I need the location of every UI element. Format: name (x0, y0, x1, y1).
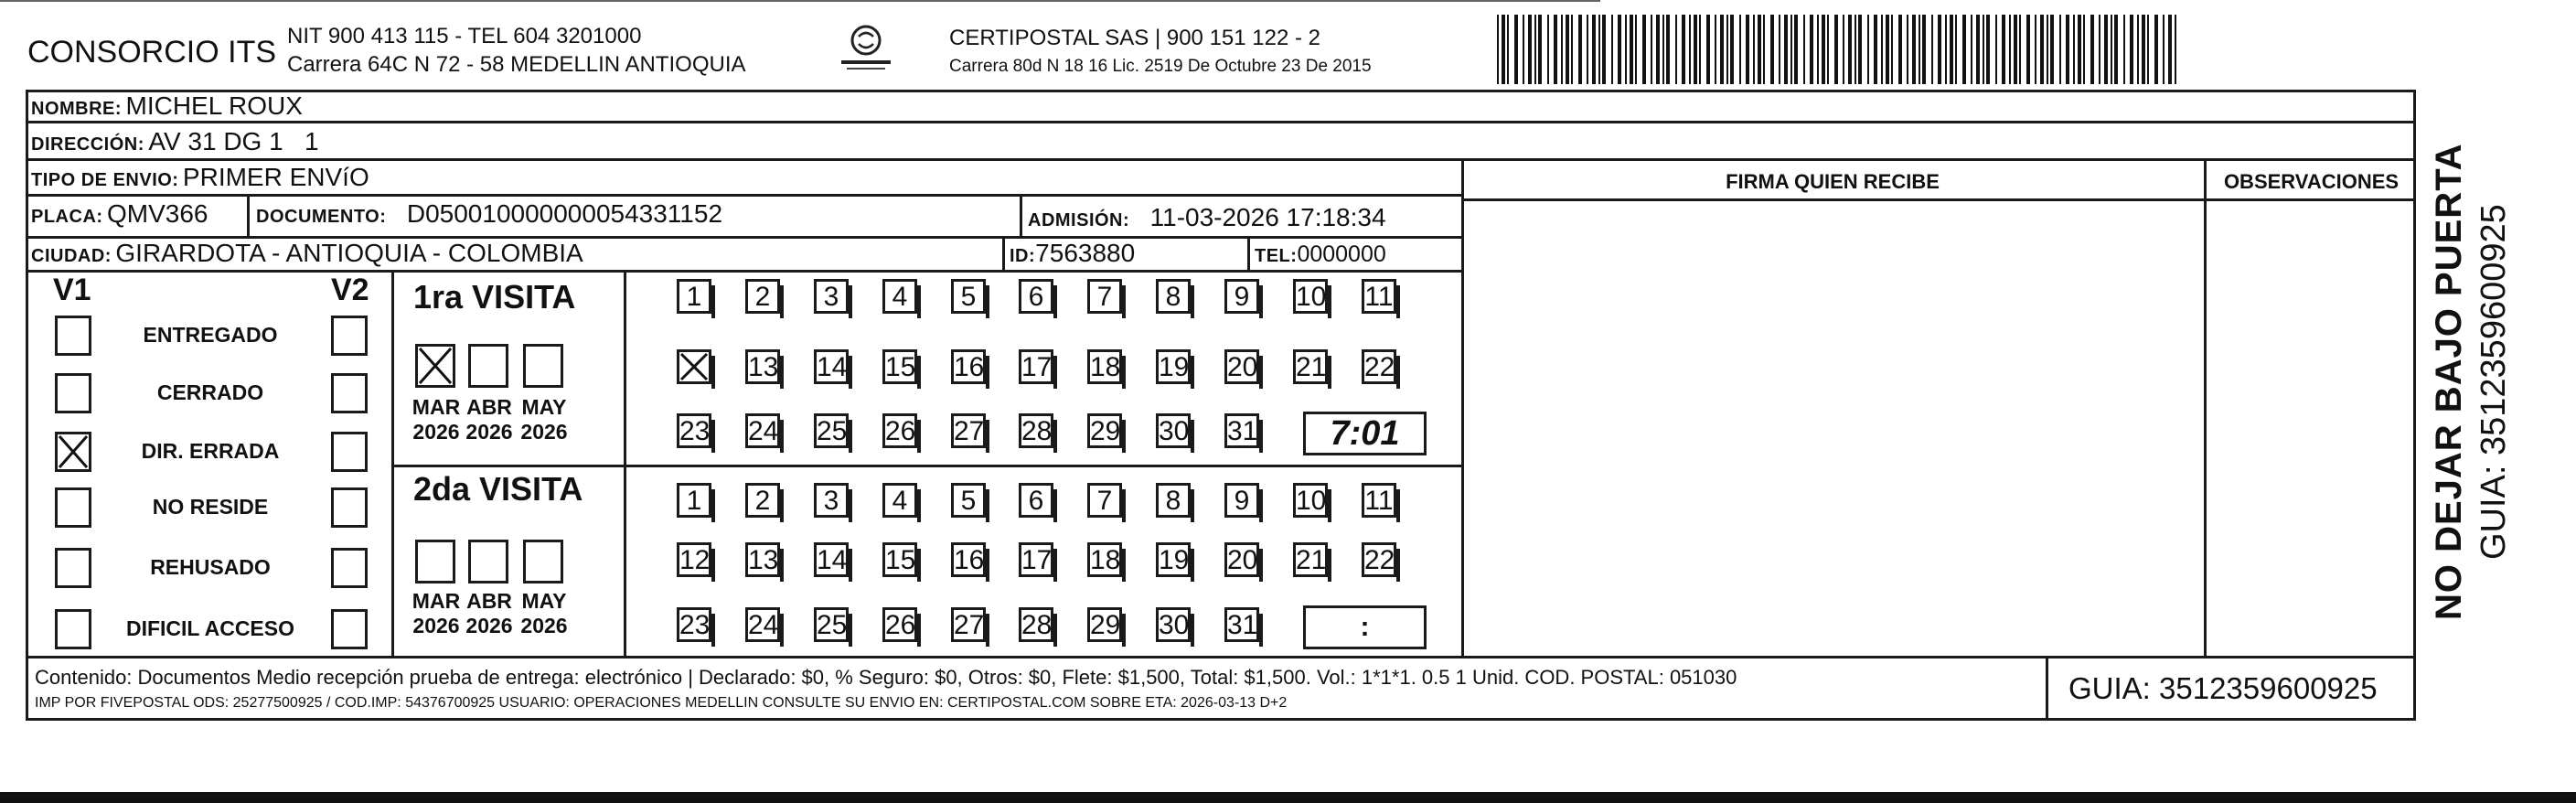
visit-title: 2da VISITA (413, 470, 583, 508)
barcode-bar (1995, 15, 1997, 84)
barcode-bar (2168, 15, 2172, 84)
time-box[interactable]: : (1303, 605, 1427, 649)
barcode-bar (1618, 15, 1621, 84)
row-line (26, 270, 1461, 273)
day-box[interactable]: 7 (1087, 279, 1122, 314)
admision-cell (1028, 203, 1386, 232)
day-box[interactable]: 1 (677, 279, 711, 314)
v1-checkbox[interactable] (55, 373, 91, 413)
company-nit: NIT 900 413 115 - TEL 604 3201000 (287, 24, 642, 48)
tipo-label: TIPO DE ENVIO: (31, 170, 179, 190)
day-box[interactable]: 26 (882, 413, 917, 448)
id-label: ID: (1010, 246, 1036, 266)
day-box[interactable]: 28 (1019, 607, 1053, 642)
col-line (2204, 158, 2207, 656)
day-box[interactable]: 12 (677, 542, 711, 577)
day-box[interactable]: 6 (1019, 483, 1053, 518)
barcode-bar (1834, 15, 1838, 84)
barcode-bar (1699, 15, 1701, 84)
barcode-bar (1907, 15, 1908, 84)
barcode-bar (1720, 15, 1724, 84)
day-box[interactable]: 19 (1156, 349, 1191, 384)
barcode-bar (1598, 15, 1600, 84)
status-label: NO RESIDE (152, 495, 269, 519)
barcode-bar (1523, 15, 1524, 84)
nombre-row (31, 91, 303, 121)
barcode-bar (1642, 15, 1646, 84)
day-box[interactable]: 20 (1224, 349, 1259, 384)
day-box[interactable]: 11 (1362, 483, 1396, 518)
day-box[interactable]: 15 (882, 349, 917, 384)
day-box[interactable]: 17 (1019, 542, 1053, 577)
barcode-bar (1858, 15, 1862, 84)
barcode-bar (2078, 15, 2081, 84)
day-box[interactable]: 30 (1156, 413, 1191, 448)
barcode-bar (1822, 15, 1825, 84)
barcode-bar (1919, 15, 1920, 84)
v2-checkbox[interactable] (331, 432, 368, 472)
day-box[interactable]: 19 (1156, 542, 1191, 577)
v1-checkbox[interactable] (55, 316, 91, 356)
day-box[interactable]: 20 (1224, 542, 1259, 577)
day-box[interactable]: 29 (1087, 413, 1122, 448)
barcode-bar (1706, 15, 1710, 84)
barcode-bar (1810, 15, 1813, 84)
barcode-bar (2035, 15, 2036, 84)
barcode-bar (1898, 15, 1902, 84)
certipostal-logo-icon (834, 22, 898, 77)
barcode-bar (1758, 15, 1761, 84)
v2-checkbox[interactable] (331, 609, 368, 649)
barcode-bar (1962, 15, 1966, 84)
month-label: MAR (412, 589, 461, 613)
barcode-bar (1971, 15, 1972, 84)
row-line (26, 121, 2416, 123)
v1-checkbox[interactable] (55, 487, 91, 528)
day-box[interactable]: 21 (1293, 349, 1328, 384)
tel-label: TEL: (1255, 246, 1298, 266)
year-label: 2026 (520, 614, 568, 637)
barcode-bar (1571, 15, 1573, 84)
side-guia: GUIA: 3512359600925 (2474, 204, 2513, 560)
v1-checkbox[interactable] (55, 548, 91, 588)
barcode-bar (1739, 15, 1741, 84)
v2-checkbox[interactable] (331, 548, 368, 588)
barcode-bar (1611, 15, 1613, 84)
barcode-image (1497, 15, 2183, 84)
day-box[interactable]: 23 (677, 607, 711, 642)
year-label: 2026 (412, 420, 460, 444)
barcode-bar (1602, 15, 1606, 84)
barcode-bar (1625, 15, 1627, 84)
day-box[interactable]: 29 (1087, 607, 1122, 642)
barcode-bar (1855, 15, 1856, 84)
day-box[interactable]: 6 (1019, 279, 1053, 314)
tel-value: 0000000 (1297, 241, 1386, 267)
barcode-bar (1689, 15, 1691, 84)
month-checkbox[interactable] (523, 344, 563, 388)
barcode-bar (1662, 15, 1664, 84)
barcode-bar (2066, 15, 2069, 84)
year-label: 2026 (412, 614, 460, 637)
barcode-bar (1675, 15, 1677, 84)
day-box[interactable]: 30 (1156, 607, 1191, 642)
documento-label: DOCUMENTO: (256, 207, 387, 227)
barcode-bar (1803, 15, 1805, 84)
day-box[interactable]: 31 (1224, 413, 1259, 448)
day-box[interactable]: 3 (814, 279, 849, 314)
row-line (26, 194, 1461, 197)
courier-name: CERTIPOSTAL SAS | 900 151 122 - 2 (949, 26, 1320, 50)
status-label: REHUSADO (150, 555, 271, 579)
day-box[interactable]: 25 (814, 413, 849, 448)
status-label: CERRADO (156, 380, 264, 404)
barcode-bar (1566, 15, 1569, 84)
day-box[interactable]: 28 (1019, 413, 1053, 448)
barcode-bar (2111, 15, 2112, 84)
month-checkbox[interactable] (415, 344, 455, 388)
nombre-value: MICHEL ROUX (125, 91, 303, 120)
day-box[interactable]: 21 (1293, 542, 1328, 577)
day-box[interactable]: 4 (882, 483, 917, 518)
barcode-bar (1726, 15, 1728, 84)
barcode-bar (1561, 15, 1563, 84)
row-line (26, 656, 2416, 658)
col-line (391, 270, 394, 656)
top-edge-line (0, 0, 1600, 2)
barcode-bar (1950, 15, 1953, 84)
barcode-bar (2040, 15, 2044, 84)
documento-value: D050010000000054331152 (406, 199, 723, 228)
status-label: ENTREGADO (143, 323, 278, 347)
barcode-bar (2123, 15, 2125, 84)
day-box[interactable]: 3 (814, 483, 849, 518)
month-label: ABR (466, 589, 512, 613)
day-box[interactable]: 9 (1224, 279, 1259, 314)
observaciones-header: OBSERVACIONES (2223, 170, 2400, 193)
day-box[interactable]: 14 (814, 349, 849, 384)
day-box[interactable]: 13 (745, 542, 780, 577)
status-label: DIR. ERRADA (141, 439, 280, 463)
day-box[interactable]: 2 (745, 279, 780, 314)
month-checkbox[interactable] (468, 540, 508, 584)
row-line (1461, 198, 2416, 201)
day-box[interactable]: 16 (951, 542, 986, 577)
barcode-bar (2073, 15, 2075, 84)
barcode-bar (2114, 15, 2118, 84)
col-line (1020, 194, 1022, 236)
barcode-bar (1827, 15, 1829, 84)
barcode-bar (2050, 15, 2054, 84)
barcode-bar (1922, 15, 1926, 84)
barcode-bar (1955, 15, 1957, 84)
barcode-bar (1746, 15, 1749, 84)
barcode-bar (1502, 15, 1505, 84)
day-box[interactable] (677, 349, 711, 384)
day-box[interactable]: 5 (951, 483, 986, 518)
company-name: CONSORCIO ITS (27, 35, 277, 70)
observaciones-area[interactable] (2207, 203, 2414, 653)
barcode-bar (2104, 15, 2108, 84)
barcode-bar (1635, 15, 1637, 84)
barcode-bar (2142, 15, 2145, 84)
v1-checkbox[interactable] (55, 609, 91, 649)
direccion-label: DIRECCIÓN: (31, 134, 144, 155)
barcode-bar (1881, 15, 1883, 84)
barcode-bar (1682, 15, 1685, 84)
barcode-bar (2019, 15, 2021, 84)
firma-area[interactable] (1465, 203, 2202, 653)
tipo-row (31, 163, 369, 192)
barcode-bar (1651, 15, 1652, 84)
month-label: ABR (466, 395, 512, 419)
ciudad-value: GIRARDOTA - ANTIOQUIA - COLOMBIA (115, 239, 583, 267)
day-box[interactable]: 14 (814, 542, 849, 577)
day-box[interactable]: 27 (951, 413, 986, 448)
day-box[interactable]: 7 (1087, 483, 1122, 518)
day-box[interactable]: 27 (951, 607, 986, 642)
side-warning: NO DEJAR BAJO PUERTA (2429, 143, 2469, 620)
barcode-bar (1534, 15, 1536, 84)
barcode-bar (1912, 15, 1916, 84)
barcode-bar (1497, 15, 1499, 84)
barcode-bar (1554, 15, 1557, 84)
year-label: 2026 (520, 420, 568, 444)
barcode-bar (1790, 15, 1792, 84)
day-box[interactable]: 9 (1224, 483, 1259, 518)
day-box[interactable]: 18 (1087, 542, 1122, 577)
day-box[interactable]: 4 (882, 279, 917, 314)
row-line (26, 158, 2416, 161)
tel-cell (1255, 241, 1386, 268)
barcode-bar (2047, 15, 2048, 84)
barcode-bar (1763, 15, 1765, 84)
barcode-bar (2014, 15, 2017, 84)
month-label: MAR (412, 395, 461, 419)
status-label: DIFICIL ACCESO (125, 616, 294, 640)
barcode-bar (1779, 15, 1780, 84)
day-box[interactable]: 24 (745, 607, 780, 642)
day-box[interactable]: 17 (1019, 349, 1053, 384)
day-box[interactable]: 13 (745, 349, 780, 384)
nombre-label: NOMBRE: (31, 99, 123, 119)
documento-cell (256, 199, 722, 229)
direccion-row (31, 127, 319, 156)
barcode-bar (1630, 15, 1633, 84)
barcode-bar (1874, 15, 1877, 84)
barcode-bar (2083, 15, 2085, 84)
barcode-bar (2026, 15, 2030, 84)
barcode-bar (2147, 15, 2149, 84)
barcode-bar (1867, 15, 1869, 84)
barcode-bar (1694, 15, 1697, 84)
v2-checkbox[interactable] (331, 373, 368, 413)
barcode-bar (2130, 15, 2133, 84)
day-box[interactable]: 25 (814, 607, 849, 642)
admision-value: 11-03-2026 17:18:34 (1149, 203, 1386, 231)
barcode-bar (1843, 15, 1844, 84)
day-box[interactable]: 2 (745, 483, 780, 518)
tipo-value: PRIMER ENVíO (182, 163, 369, 191)
company-address: Carrera 64C N 72 - 58 MEDELLIN ANTIOQUIA (287, 52, 746, 77)
year-label: 2026 (465, 614, 513, 637)
courier-address: Carrera 80d N 18 16 Lic. 2519 De Octubre 23 De 2015 (949, 57, 1372, 76)
placa-cell (31, 199, 208, 229)
v2-checkbox[interactable] (331, 487, 368, 528)
barcode-bar (1784, 15, 1788, 84)
barcode-bar (1730, 15, 1734, 84)
barcode-bar (2090, 15, 2094, 84)
day-box[interactable]: 1 (677, 483, 711, 518)
placa-value: QMV366 (107, 199, 208, 228)
direccion-value: AV 31 DG 1 1 (148, 127, 319, 155)
v2-header: V2 (331, 273, 369, 307)
v1-header: V1 (53, 273, 91, 307)
id-value: 7563880 (1035, 239, 1136, 267)
barcode-bar (2154, 15, 2158, 84)
day-box[interactable]: 8 (1156, 279, 1191, 314)
col-line (1002, 236, 1005, 270)
month-checkbox[interactable] (468, 344, 508, 388)
barcode-bar (1986, 15, 1990, 84)
barcode-bar (2137, 15, 2139, 84)
barcode-bar (1715, 15, 1716, 84)
day-box[interactable]: 10 (1293, 483, 1328, 518)
barcode-bar (1587, 15, 1588, 84)
id-cell (1010, 239, 1135, 268)
barcode-bar (2002, 15, 2005, 84)
barcode-bar (1794, 15, 1798, 84)
barcode-bar (1592, 15, 1596, 84)
barcode-bar (1538, 15, 1542, 84)
year-label: 2026 (465, 420, 513, 444)
barcode-bar (1528, 15, 1532, 84)
barcode-bar (1938, 15, 1941, 84)
barcode-bar (2099, 15, 2100, 84)
time-box[interactable]: 7:01 (1303, 412, 1427, 455)
v2-checkbox[interactable] (331, 316, 368, 356)
day-box[interactable]: 8 (1156, 483, 1191, 518)
barcode-bar (1891, 15, 1893, 84)
day-box[interactable]: 22 (1362, 542, 1396, 577)
barcode-bar (1983, 15, 1984, 84)
day-box[interactable]: 24 (745, 413, 780, 448)
barcode-bar (1753, 15, 1755, 84)
barcode-bar (1656, 15, 1660, 84)
bottom-edge (0, 792, 2576, 803)
month-checkbox[interactable] (415, 540, 455, 584)
barcode-bar (1514, 15, 1518, 84)
col-line (2046, 656, 2048, 721)
admision-label: ADMISIÓN: (1028, 210, 1130, 230)
row-line (391, 465, 1461, 467)
barcode-bar (1817, 15, 1819, 84)
barcode-bar (1507, 15, 1509, 84)
col-line (1461, 158, 1464, 656)
barcode-bar (1770, 15, 1774, 84)
col-line (247, 194, 250, 236)
barcode-bar (1848, 15, 1852, 84)
barcode-bar (1976, 15, 1980, 84)
day-box[interactable]: 5 (951, 279, 986, 314)
col-line (624, 270, 626, 656)
day-box[interactable]: 10 (1293, 279, 1328, 314)
guia-footer: GUIA: 3512359600925 (2068, 671, 2378, 705)
barcode-bar (1547, 15, 1549, 84)
barcode-bar (2009, 15, 2011, 84)
barcode-bar (1931, 15, 1933, 84)
month-label: MAY (521, 395, 567, 419)
day-box[interactable]: 26 (882, 607, 917, 642)
barcode-bar (1666, 15, 1670, 84)
day-box[interactable]: 22 (1362, 349, 1396, 384)
month-checkbox[interactable] (523, 540, 563, 584)
barcode-bar (1945, 15, 1947, 84)
barcode-bar (2175, 15, 2176, 84)
day-box[interactable]: 16 (951, 349, 986, 384)
barcode-bar (1886, 15, 1889, 84)
visit-title: 1ra VISITA (413, 278, 576, 316)
day-box[interactable]: 31 (1224, 607, 1259, 642)
ciudad-cell (31, 239, 583, 268)
ciudad-label: CIUDAD: (31, 246, 112, 266)
col-line (1247, 236, 1250, 270)
barcode-bar (2059, 15, 2061, 84)
barcode-bar (2163, 15, 2164, 84)
barcode-bar (1578, 15, 1582, 84)
day-box[interactable]: 23 (677, 413, 711, 448)
v1-checkbox[interactable] (55, 432, 91, 472)
month-label: MAY (521, 589, 567, 613)
firma-header: FIRMA QUIEN RECIBE (1726, 170, 1940, 193)
imp-text: IMP POR FIVEPOSTAL ODS: 25277500925 / COD.IMP: 54376700925 USUARIO: OPERACIONES MEDELLIN CONSULTE SU ENVIO EN: CERTIPOSTAL.COM SOBRE ETA: 2026-03-13 D+2 (35, 695, 1288, 711)
contenido-text: Contenido: Documentos Medio recepción prueba de entrega: electrónico | Declarado: $0, % Seguro: $0, Otros: $0, Flete: $1,500, Total: $1,500. Vol.: 1*1*1. 0.5 1 Unid. COD. POSTAL: 051030 (35, 666, 1737, 689)
day-box[interactable]: 15 (882, 542, 917, 577)
placa-label: PLACA: (31, 207, 103, 227)
day-box[interactable]: 11 (1362, 279, 1396, 314)
day-box[interactable]: 18 (1087, 349, 1122, 384)
